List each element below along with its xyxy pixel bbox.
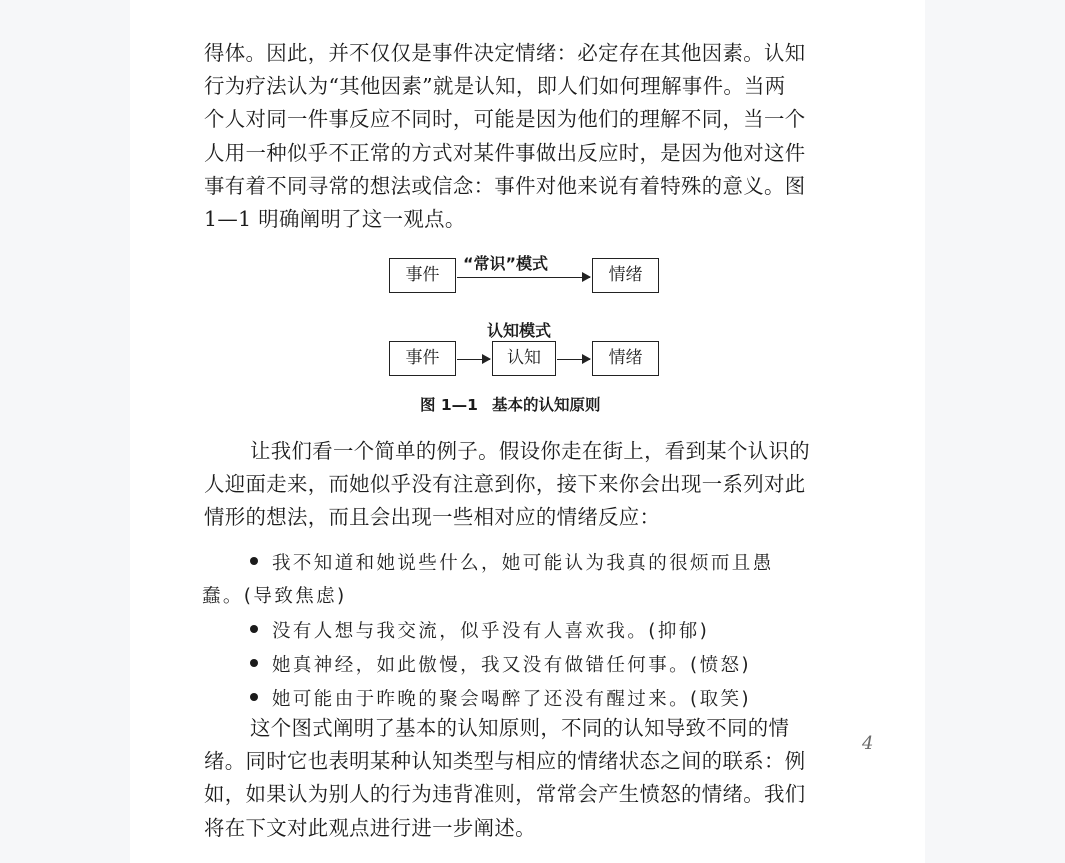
text-line: 这个图式阐明了基本的认知原则，不同的认知导致不同的情 xyxy=(250,716,790,740)
book-page xyxy=(130,0,925,863)
list-item xyxy=(250,649,880,683)
paragraph-1 xyxy=(204,37,866,236)
text-line: 绪。同时它也表明某种认知类型与相应的情绪状态之间的联系：例 xyxy=(204,749,806,774)
paragraph-3 xyxy=(204,712,866,845)
text-line: 情形的想法，而且会出现一些相对应的情绪反应： xyxy=(204,505,661,530)
arrow-event-to-emotion xyxy=(457,277,590,278)
event-box-top: 事件 xyxy=(389,258,456,293)
text-line: 人用一种似乎不正常的方式对某件事做出反应时，是因为他对这件 xyxy=(204,140,806,165)
emotion-box-bottom: 情绪 xyxy=(592,341,659,376)
cognition-box: 认知 xyxy=(492,341,556,376)
event-box-bottom: 事件 xyxy=(389,341,456,376)
figure-caption xyxy=(420,393,600,415)
list-item-text: 我不知道和她说些什么，她可能认为我真的很烦而且愚 xyxy=(272,553,774,574)
cognitive-model-label: 认知模式 xyxy=(487,321,552,340)
emotion-box-top: 情绪 xyxy=(592,258,659,293)
text-line: 让我们看一个简单的例子。假设你走在街上，看到某个认识的 xyxy=(250,439,810,463)
text-line: 1—1 明确阐明了这一观点。 xyxy=(204,207,466,232)
common-sense-model-label: “常识”模式 xyxy=(463,254,549,273)
text-line: 个人对同一件事反应不同时，可能是因为他们的理解不同，当一个 xyxy=(204,107,806,132)
arrow-event-to-cognition xyxy=(457,359,490,360)
bullet-dot-icon xyxy=(250,625,258,633)
text-line: 将在下文对此观点进行进一步阐述。 xyxy=(204,815,536,840)
text-line: 人迎面走来，而她似乎没有注意到你，接下来你会出现一系列对此 xyxy=(204,472,806,497)
bullet-dot-icon xyxy=(250,557,258,565)
figure-caption-number: 图 1—1 xyxy=(420,396,478,414)
figure-caption-text: 基本的认知原则 xyxy=(491,396,601,414)
list-item-continuation: 蠢。(导致焦虑) xyxy=(202,586,347,607)
list-item-text: 她真神经，如此傲慢，我又没有做错任何事。(愤怒) xyxy=(272,655,752,676)
text-line: 如，如果认为别人的行为违背准则，常常会产生愤怒的情绪。我们 xyxy=(204,782,806,807)
reaction-list xyxy=(202,547,880,717)
bullet-dot-icon xyxy=(250,659,258,667)
list-item-text: 没有人想与我交流，似乎没有人喜欢我。(抑郁) xyxy=(272,621,710,642)
page-number: 4 xyxy=(862,733,874,754)
bullet-dot-icon xyxy=(250,693,258,701)
list-item-text: 她可能由于昨晚的聚会喝醉了还没有醒过来。(取笑) xyxy=(272,689,752,710)
list-item xyxy=(250,615,880,649)
text-line: 得体。因此，并不仅仅是事件决定情绪：必定存在其他因素。认知 xyxy=(204,41,806,65)
arrow-cognition-to-emotion xyxy=(557,359,590,360)
text-line: 事有着不同寻常的想法或信念：事件对他来说有着特殊的意义。图 xyxy=(204,173,806,198)
list-item xyxy=(202,547,880,615)
text-line: 行为疗法认为“其他因素”就是认知，即人们如何理解事件。当两 xyxy=(204,74,786,99)
paragraph-2 xyxy=(204,435,866,535)
